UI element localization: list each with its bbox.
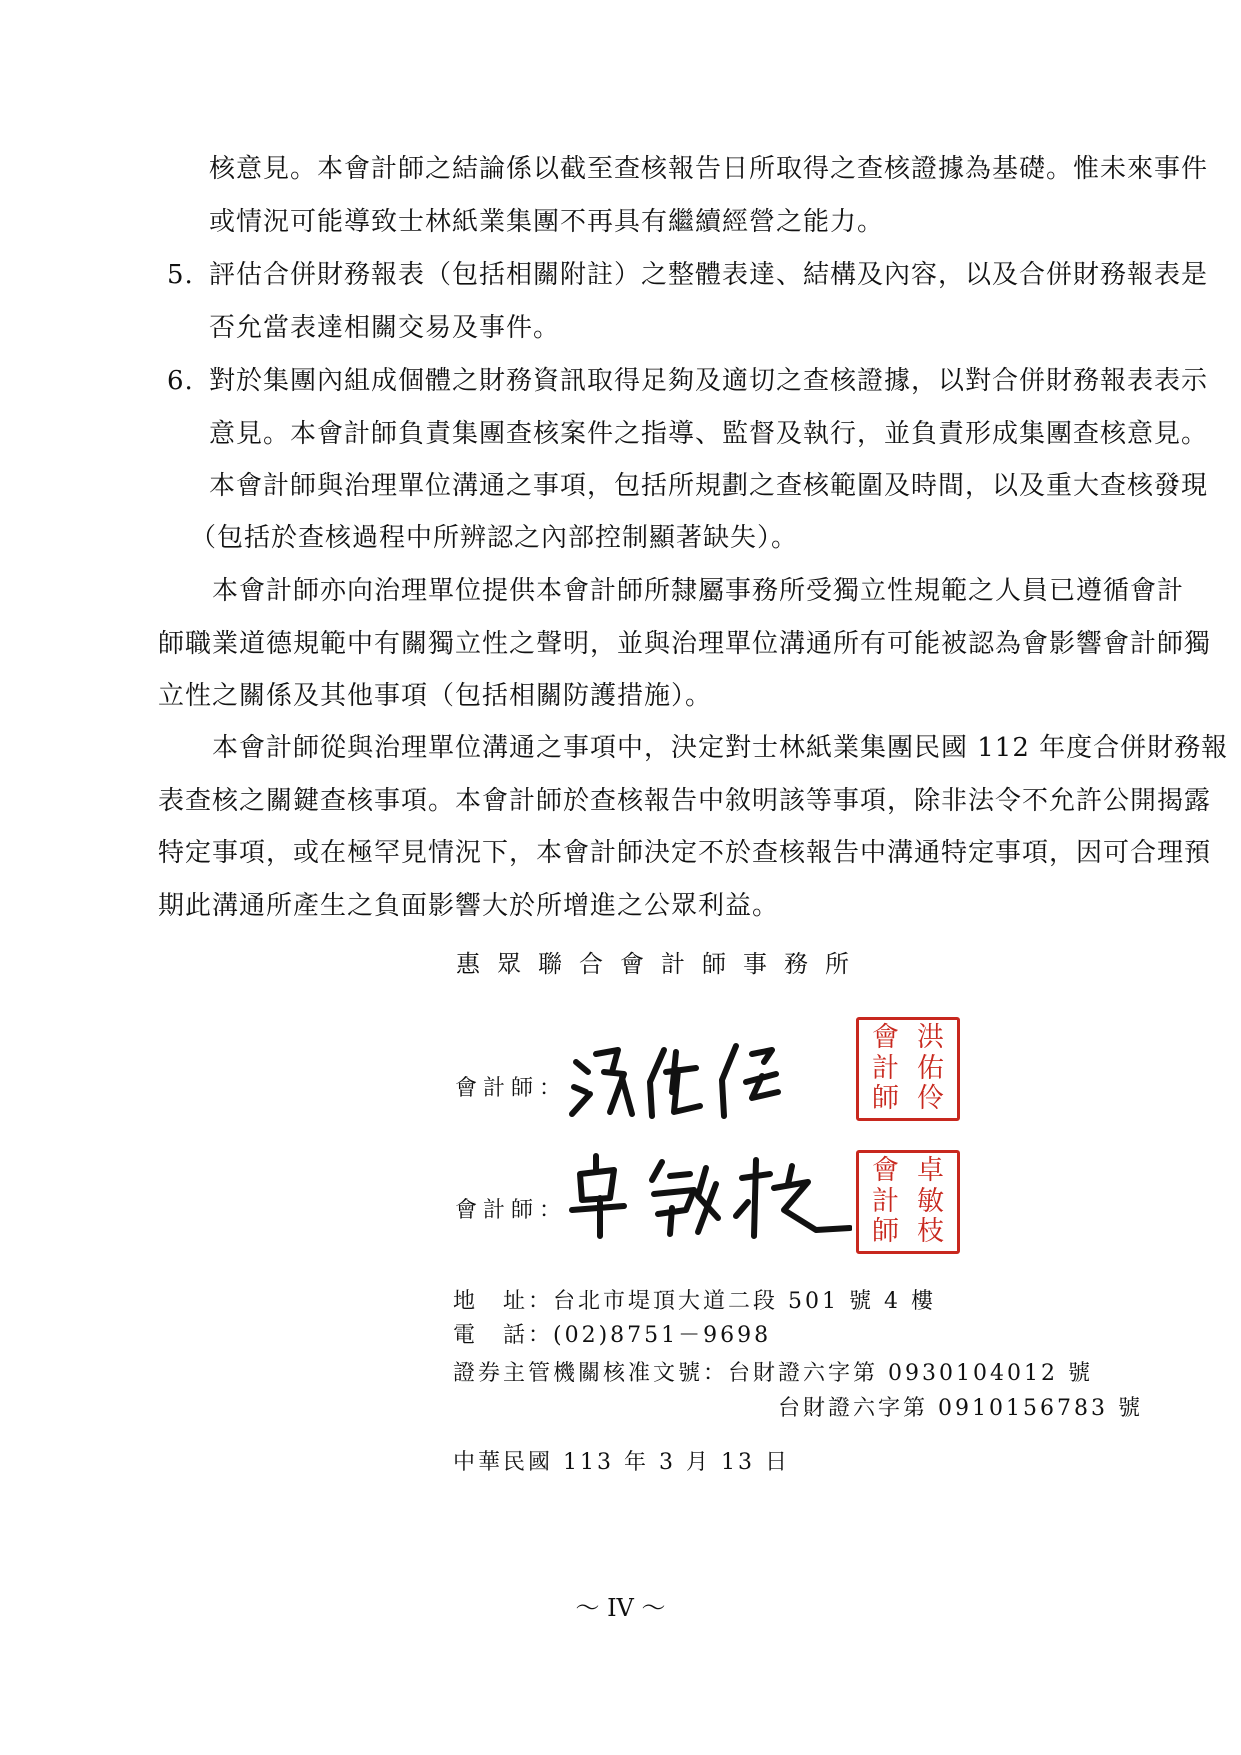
- list-number: 6.: [167, 366, 194, 396]
- body-line: 意見。本會計師負責集團查核案件之指導、監督及執行，並負責形成集團查核意見。: [209, 419, 1209, 449]
- body-line: 對於集團內組成個體之財務資訊取得足夠及適切之查核證據，以對合併財務報表表示: [209, 366, 1209, 396]
- firm-name: 惠眾聯合會計師事務所: [456, 950, 866, 978]
- signature-label: 會計師：: [455, 1076, 568, 1101]
- seal-char: 枝: [917, 1216, 944, 1248]
- body-line: 本會計師與治理單位溝通之事項，包括所規劃之查核範圍及時間，以及重大查核發現: [209, 471, 1209, 501]
- seal-char: 佑: [917, 1052, 944, 1084]
- phone-line: 電 話：(02)8751－9698: [453, 1323, 772, 1348]
- seal-char: 計: [872, 1052, 899, 1084]
- body-line: 師職業道德規範中有關獨立性之聲明，並與治理單位溝通所有可能被認為會影響會計師獨: [158, 629, 1212, 659]
- report-date: 中華民國 113 年 3 月 13 日: [453, 1450, 790, 1475]
- body-line: 立性之關係及其他事項（包括相關防護措施）。: [158, 681, 713, 711]
- address-line: 地 址：台北市堤頂大道二段 501 號 4 樓: [453, 1289, 936, 1314]
- body-line: 特定事項，或在極罕見情況下，本會計師決定不於查核報告中溝通特定事項，因可合理預: [158, 838, 1212, 868]
- body-line: 本會計師從與治理單位溝通之事項中，決定對士林紙業集團民國 112 年度合併財務報: [212, 733, 1229, 763]
- body-line: （包括於查核過程中所辨認之內部控制顯著缺失）。: [190, 523, 799, 553]
- seal-char: 敏: [917, 1185, 944, 1217]
- seal-char: 會: [872, 1155, 899, 1186]
- body-line: 核意見。本會計師之結論係以截至查核報告日所取得之查核證據為基礎。惟未來事件: [209, 154, 1209, 184]
- body-line: 期此溝通所產生之負面影響大於所增進之公眾利益。: [158, 891, 780, 921]
- company-seal: [856, 1017, 960, 1121]
- body-line: 評估合併財務報表（包括相關附註）之整體表達、結構及內容，以及合併財務報表是: [209, 260, 1209, 290]
- company-seal: [856, 1150, 960, 1254]
- handwritten-signature: [566, 1032, 816, 1122]
- seal-char: 師: [872, 1083, 899, 1115]
- body-line: 本會計師亦向治理單位提供本會計師所隸屬事務所受獨立性規範之人員已遵循會計: [212, 576, 1185, 606]
- seal-char: 伶: [917, 1083, 944, 1115]
- list-number: 5.: [167, 260, 194, 290]
- seal-char: 師: [872, 1216, 899, 1248]
- seal-char: 會: [872, 1022, 899, 1053]
- body-line: 否允當表達相關交易及事件。: [209, 313, 561, 343]
- seal-char: 洪: [917, 1022, 944, 1053]
- seal-char: 計: [872, 1185, 899, 1217]
- body-line: 表查核之關鍵查核事項。本會計師於查核報告中敘明該等事項，除非法令不允許公開揭露: [158, 786, 1212, 816]
- approval-line-2: 台財證六字第 0910156783 號: [778, 1396, 1143, 1421]
- page-number: ～ IV ～: [575, 1594, 666, 1622]
- body-line: 或情況可能導致士林紙業集團不再具有繼續經營之能力。: [209, 207, 885, 237]
- signature-label: 會計師：: [455, 1198, 568, 1223]
- approval-line: 證券主管機關核准文號：台財證六字第 0930104012 號: [453, 1361, 1093, 1386]
- seal-char: 卓: [917, 1155, 944, 1186]
- handwritten-signature: [566, 1148, 852, 1240]
